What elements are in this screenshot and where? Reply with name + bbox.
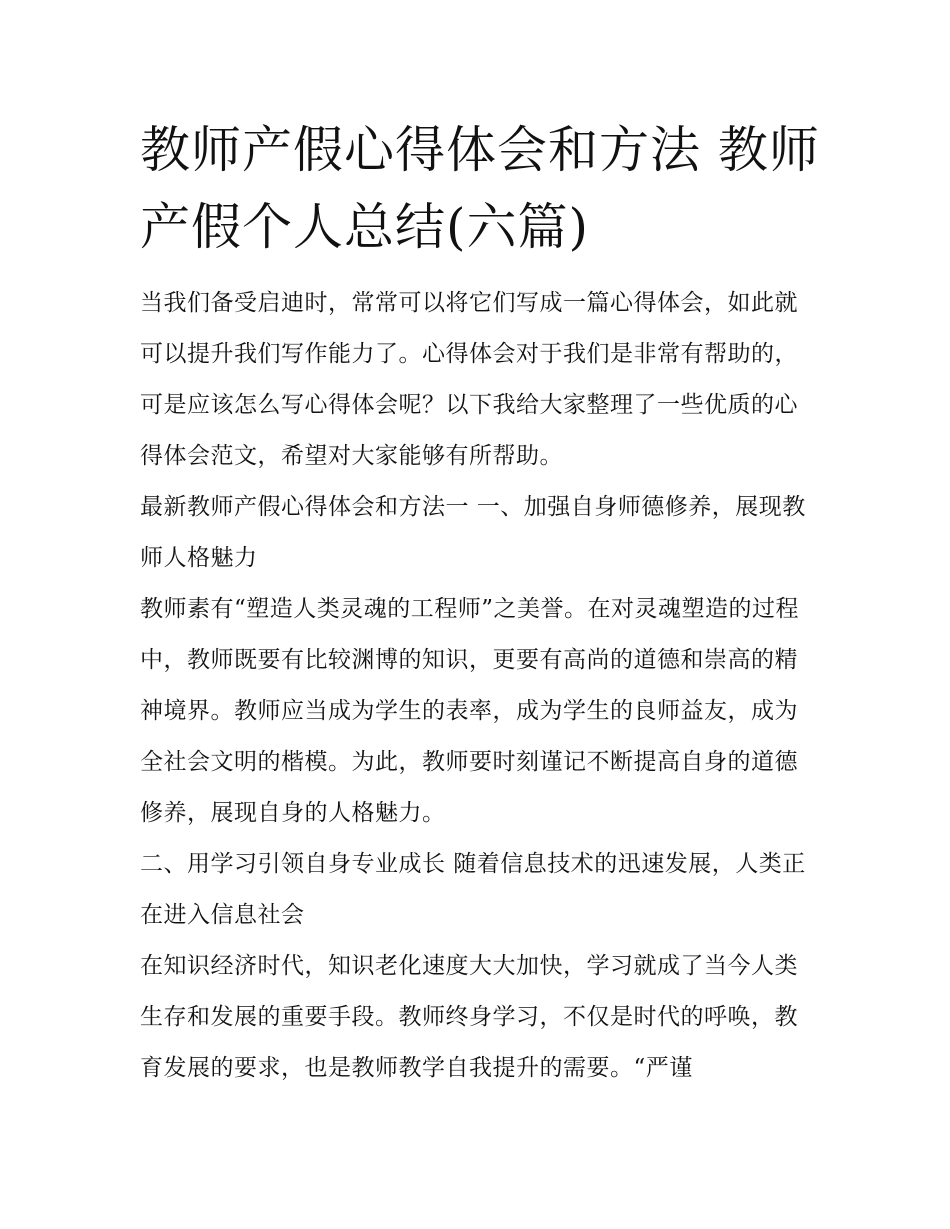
document-body (140, 278, 820, 1094)
section-two-heading: 二、用学习引领自身专业成长 随着信息技术的迅速发展，人类正在进入信息社会 (140, 851, 806, 928)
intro-paragraph: 当我们备受启迪时，常常可以将它们写成一篇心得体会，如此就可以提升我们写作能力了。心得体会对于我们是非常有帮助的，可是应该怎么写心得体会呢？以下我给大家整理了一些优质的心得体会范文，希望对大家能够有所帮助。 (140, 290, 798, 469)
section-one-paragraph: 教师素有“塑造人类灵魂的工程师”之美誉。在对灵魂塑造的过程中，教师既要有比较渊博的知识，更要有高尚的道德和崇高的精神境界。教师应当成为学生的表率，成为学生的良师益友，成为全社会文明的楷模。为此，教师要时刻谨记不断提高自身的道德修养，展现自身的人格魅力。 (140, 596, 800, 826)
section-one-heading: 最新教师产假心得体会和方法一 一、加强自身师德修养，展现教师人格魅力 (140, 494, 806, 571)
section-two-paragraph: 在知识经济时代，知识老化速度大大加快，学习就成了当今人类生存和发展的重要手段。教师终身学习，不仅是时代的呼唤，教育发展的要求，也是教师教学自我提升的需要。“严谨 (140, 953, 798, 1081)
document-title: 教师产假心得体会和方法 教师产假个人总结(六篇) (140, 121, 820, 256)
